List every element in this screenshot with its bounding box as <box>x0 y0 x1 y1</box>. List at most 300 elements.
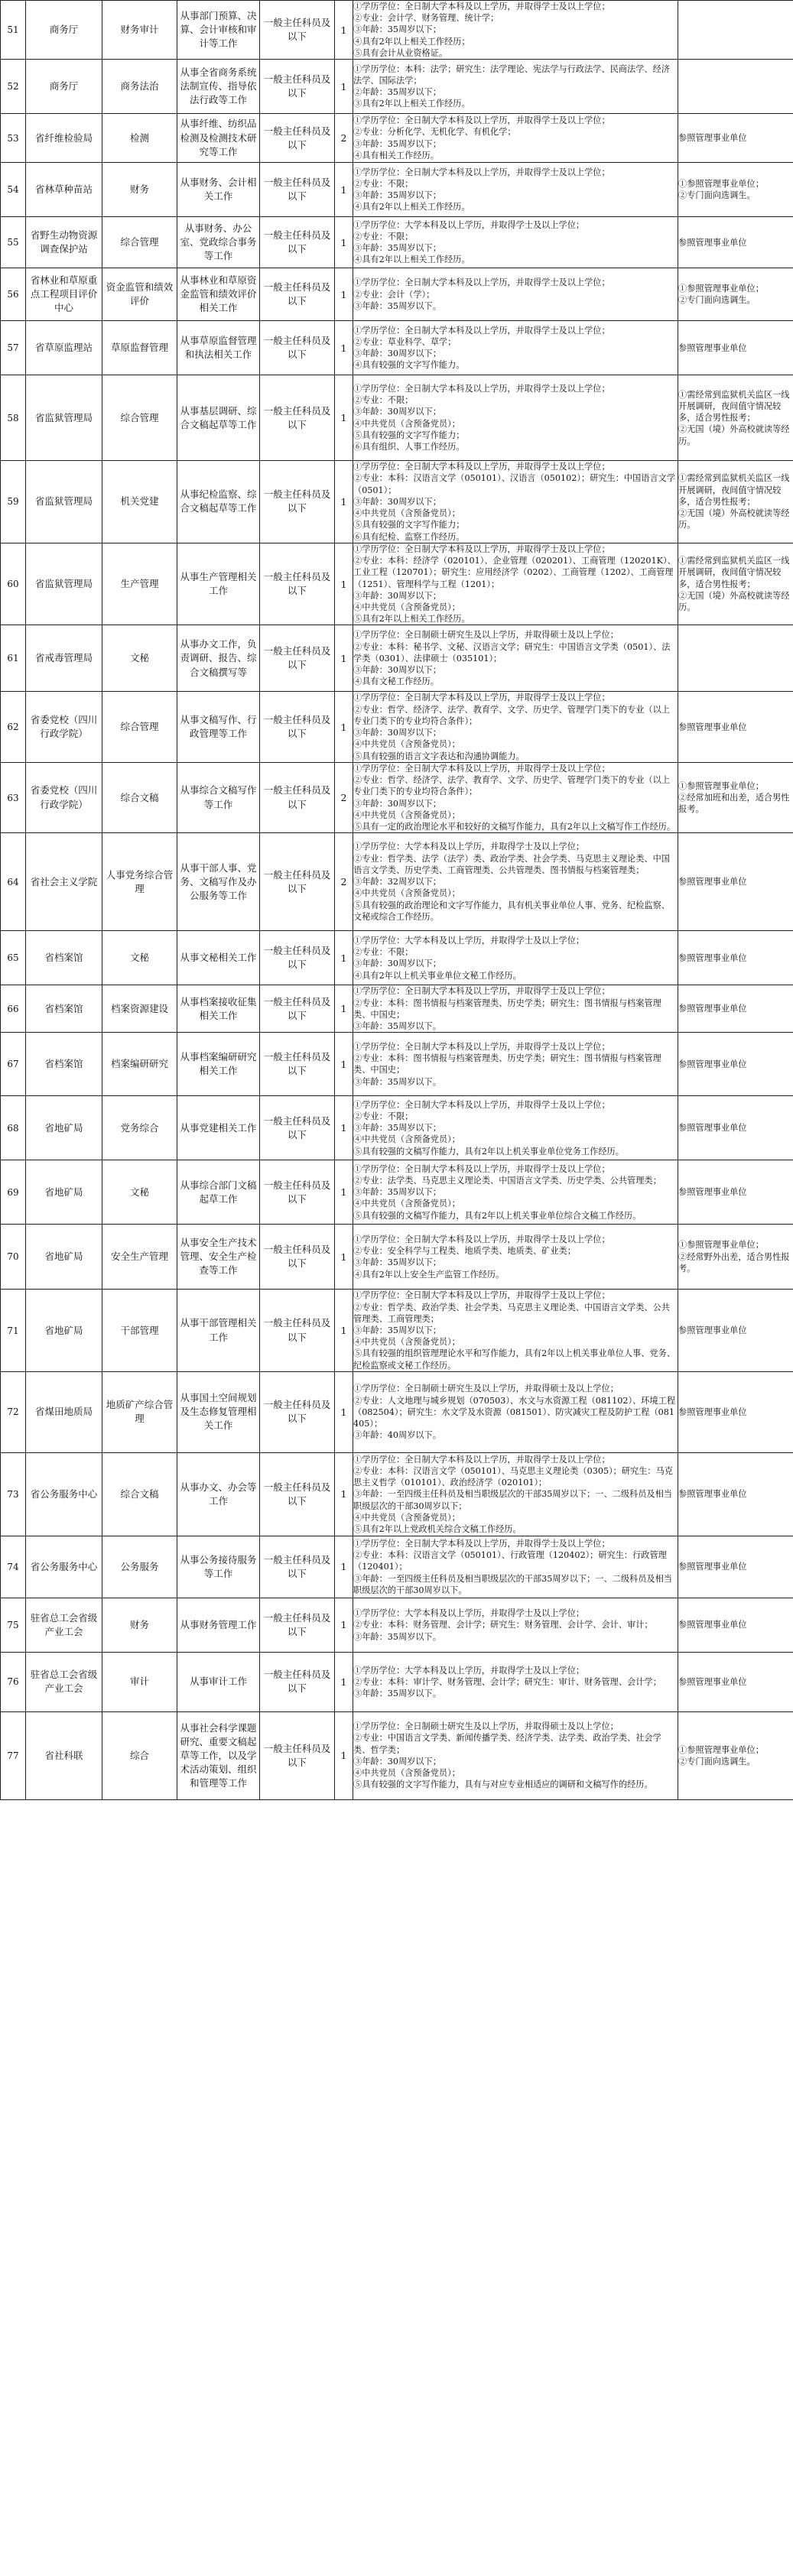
requirement-line: ②专业：不限； <box>353 178 414 189</box>
requirement-line: ④中共党员（含预备党员）； <box>353 602 460 612</box>
row-number-cell: 57 <box>1 321 26 375</box>
employer-unit-cell: 省林业和草原重点工程项目评价中心 <box>26 268 102 321</box>
employer-unit-cell: 省监狱管理局 <box>26 543 102 625</box>
recruit-count-cell: 1 <box>335 1160 353 1225</box>
requirement-line: ②专业：人文地理与城乡规划（070503）、水文与水资源工程（081102）、环境工程（082504）；研究生：水文学及水资源（081501）、防灾减灾工程及防护工程（081405）； <box>353 1395 676 1429</box>
employer-unit-cell: 省地矿局 <box>26 1096 102 1160</box>
position-name-cell: 财务 <box>102 163 177 217</box>
recruit-count-cell: 1 <box>335 1536 353 1598</box>
employer-unit-cell: 省委党校（四川行政学院） <box>26 692 102 762</box>
requirement-line: ③年龄：30周岁以下； <box>353 728 441 738</box>
requirement-line: ⑤具有会计从业资格证。 <box>353 47 448 58</box>
position-name-cell: 党务综合 <box>102 1096 177 1160</box>
remarks-cell <box>678 1598 793 1652</box>
job-level-cell: 一般主任科员及以下 <box>260 1290 335 1372</box>
position-name-cell: 审计 <box>102 1652 177 1711</box>
recruit-count-cell: 1 <box>335 461 353 543</box>
requirement-line: ③年龄：一至四级主任科员及相当职级层次的干部35周岁以下；一、二级科员及相当职级层次的干部30周岁以下。 <box>353 1573 672 1595</box>
requirement-line: ②专业：本科：审计学、财务管理、会计学；研究生：审计、财务管理、会计学； <box>353 1676 661 1687</box>
row-number-cell: 62 <box>1 692 26 762</box>
remarks-cell <box>678 1225 793 1290</box>
row-number-cell: 68 <box>1 1096 26 1160</box>
job-level-cell: 一般主任科员及以下 <box>260 268 335 321</box>
requirement-line: ①学历学位：全日制大学本科及以上学历，并取得学士及以上学位； <box>353 1099 610 1110</box>
requirement-line: ④具有较强的文字写作能力。 <box>353 360 465 371</box>
requirement-line: ①学历学位：本科：法学；研究生：法学理论、宪法学与行政法学、民商法学、经济法学、国际法学； <box>353 63 670 86</box>
row-number-cell: 60 <box>1 543 26 625</box>
requirement-line: ⑤具有2年以上相关工作经历。 <box>353 614 470 625</box>
requirement-line: ②专业：不限； <box>353 231 414 242</box>
table-row <box>1 375 793 461</box>
requirements-cell <box>353 321 678 375</box>
requirement-line: ①学历学位：全日制大学本科及以上学历，并取得学士及以上学位； <box>353 1538 610 1549</box>
requirement-line: ②专业：不限； <box>353 947 414 958</box>
requirement-line: ①学历学位：大学本科及以上学历，并取得学士及以上学位； <box>353 219 585 230</box>
job-level-cell: 一般主任科员及以下 <box>260 60 335 114</box>
position-name-cell: 财务 <box>102 1598 177 1652</box>
requirement-line: ②专业：本科：秘书学、文秘、汉语言文学；研究生：中国语言文学类（0501）、法学类（0301）、法律硕士（035101）； <box>353 641 671 663</box>
requirement-line: ①学历学位：全日制大学本科及以上学历，并取得学士及以上学位； <box>353 763 610 774</box>
remark-line: ②专门面向选调生。 <box>678 190 756 201</box>
job-level-cell: 一般主任科员及以下 <box>260 1160 335 1225</box>
job-duty-cell: 从事林业和草原资金监管和绩效评价相关工作 <box>177 268 260 321</box>
remarks-cell <box>678 762 793 832</box>
remarks-cell <box>678 1711 793 1799</box>
job-duty-cell: 从事审计工作 <box>177 1652 260 1711</box>
requirement-line: ①学历学位：全日制大学本科及以上学历，并取得学士及以上学位； <box>353 693 610 703</box>
remark-line: ①需经常到监狱机关监区一线开展调研，夜间值守情况较多，适合男性报考； <box>678 389 790 423</box>
remarks-cell <box>678 1290 793 1372</box>
table-row <box>1 985 793 1033</box>
remark-line: 参照管理事业单位 <box>678 342 747 353</box>
table-row <box>1 692 793 762</box>
job-level-cell: 一般主任科员及以下 <box>260 217 335 268</box>
requirement-line: ②专业：会计（学）； <box>353 289 435 300</box>
requirement-line: ①学历学位：大学本科及以上学历，并取得学士及以上学位； <box>353 935 585 946</box>
job-level-cell: 一般主任科员及以下 <box>260 1536 335 1598</box>
row-number-cell: 56 <box>1 268 26 321</box>
row-number-cell: 74 <box>1 1536 26 1598</box>
requirement-line: ②专业：法学类、马克思主义理论类、中国语言文学类、历史学类、公共管理类； <box>353 1175 661 1186</box>
employer-unit-cell: 省地矿局 <box>26 1225 102 1290</box>
table-row <box>1 1536 793 1598</box>
position-name-cell: 公务服务 <box>102 1536 177 1598</box>
requirements-cell <box>353 1 678 60</box>
position-name-cell: 商务法治 <box>102 60 177 114</box>
requirements-cell <box>353 163 678 217</box>
position-name-cell: 文秘 <box>102 931 177 985</box>
requirements-cell <box>353 692 678 762</box>
table-row <box>1 1096 793 1160</box>
job-level-cell: 一般主任科员及以下 <box>260 375 335 461</box>
remark-line: 参照管理事业单位 <box>678 237 747 248</box>
requirement-line: ④中共党员（含预备党员）； <box>353 739 460 750</box>
row-number-cell: 71 <box>1 1290 26 1372</box>
position-name-cell: 综合管理 <box>102 375 177 461</box>
job-duty-cell: 从事档案接收征集相关工作 <box>177 985 260 1033</box>
remarks-cell <box>678 543 793 625</box>
job-duty-cell: 从事干部管理相关工作 <box>177 1290 260 1372</box>
requirement-line: ②专业：中国语言文学类、新闻传播学类、经济学类、法学类、政治学类、社会学类、哲学类； <box>353 1733 661 1755</box>
remark-line: 参照管理事业单位 <box>678 1562 747 1572</box>
recruit-count-cell: 1 <box>335 1 353 60</box>
requirement-line: ①学历学位：全日制大学本科及以上学历，并取得学士及以上学位； <box>353 1290 610 1301</box>
job-level-cell: 一般主任科员及以下 <box>260 114 335 163</box>
recruit-count-cell: 1 <box>335 1033 353 1096</box>
row-number-cell: 70 <box>1 1225 26 1290</box>
remark-line: 参照管理事业单位 <box>678 1489 747 1500</box>
requirement-line: ①学历学位：全日制大学本科及以上学历，并取得学士及以上学位； <box>353 277 610 288</box>
table-row <box>1 1225 793 1290</box>
requirements-cell <box>353 1033 678 1096</box>
recruit-count-cell: 1 <box>335 1452 353 1536</box>
table-row <box>1 1033 793 1096</box>
recruit-count-cell: 1 <box>335 1598 353 1652</box>
job-duty-cell: 从事全省商务系统法制宣传、指导依法行政等工作 <box>177 60 260 114</box>
job-level-cell: 一般主任科员及以下 <box>260 1598 335 1652</box>
requirement-line: ⑥具有组织、人事工作经历。 <box>353 442 465 453</box>
job-duty-cell: 从事社会科学课题研究、重要文稿起草等工作，以及学术活动策划、组织和管理等工作 <box>177 1711 260 1799</box>
recruit-count-cell: 1 <box>335 1225 353 1290</box>
requirement-line: ②专业：会计学、财务管理、统计学； <box>353 13 499 24</box>
job-duty-cell: 从事财务、会计相关工作 <box>177 163 260 217</box>
table-row <box>1 1711 793 1799</box>
position-name-cell: 文秘 <box>102 1160 177 1225</box>
table-row <box>1 1452 793 1536</box>
employer-unit-cell: 驻省总工会省级产业工会 <box>26 1598 102 1652</box>
recruit-count-cell: 1 <box>335 268 353 321</box>
recruit-count-cell: 1 <box>335 1290 353 1372</box>
position-name-cell: 综合文稿 <box>102 1452 177 1536</box>
recruit-count-cell: 2 <box>335 833 353 931</box>
requirement-line: ⑤具有较强的文字写作能力，具有与对应专业相适应的调研和文稿写作的经历。 <box>353 1780 653 1790</box>
row-number-cell: 53 <box>1 114 26 163</box>
job-level-cell: 一般主任科员及以下 <box>260 1452 335 1536</box>
job-level-cell: 一般主任科员及以下 <box>260 1033 335 1096</box>
remarks-cell <box>678 114 793 163</box>
requirement-line: ④中共党员（含预备党员）； <box>353 1768 460 1779</box>
job-duty-cell: 从事干部人事、党务、文稿写作及办公服务等工作 <box>177 833 260 931</box>
requirement-line: ④中共党员（含预备党员）； <box>353 809 460 820</box>
requirement-line: ①学历学位：大学本科及以上学历，并取得学士及以上学位； <box>353 1608 585 1619</box>
requirement-line: ①学历学位：大学本科及以上学历，并取得学士及以上学位； <box>353 1665 585 1676</box>
job-level-cell: 一般主任科员及以下 <box>260 985 335 1033</box>
requirement-line: ②专业：安全科学与工程类、地质学类、地质类、矿业类； <box>353 1246 576 1257</box>
job-duty-cell: 从事基层调研、综合文稿起草等工作 <box>177 375 260 461</box>
employer-unit-cell: 省地矿局 <box>26 1290 102 1372</box>
job-duty-cell: 从事生产管理相关工作 <box>177 543 260 625</box>
requirement-line: ②年龄：35周岁以下； <box>353 87 441 98</box>
position-name-cell: 安全生产管理 <box>102 1225 177 1290</box>
recruit-count-cell: 1 <box>335 1371 353 1452</box>
remark-line: ②无国（境）外高校就读等经历。 <box>678 590 790 612</box>
requirement-line: ③年龄：30周岁以下； <box>353 349 441 359</box>
remark-line: ①参照管理事业单位； <box>678 283 764 294</box>
requirements-cell <box>353 375 678 461</box>
position-name-cell: 综合管理 <box>102 217 177 268</box>
employer-unit-cell: 省监狱管理局 <box>26 375 102 461</box>
requirement-line: ①学历学位：全日制硕士研究生及以上学历，并取得硕士及以上学位； <box>353 630 619 641</box>
requirement-line: ⑤具有较强的文稿写作能力，具有2年以上机关事业单位综合文稿工作经历。 <box>353 1210 642 1221</box>
requirement-line: ①学历学位：全日制大学本科及以上学历，并取得学士及以上学位； <box>353 167 610 177</box>
requirement-line: ④具有文秘工作经历。 <box>353 676 439 687</box>
job-level-cell: 一般主任科员及以下 <box>260 1711 335 1799</box>
requirement-line: ⑤具有较强的语言文字表达和沟通协调能力。 <box>353 751 525 761</box>
position-name-cell: 档案编研研究 <box>102 1033 177 1096</box>
requirement-line: ③年龄：35周岁以下； <box>353 138 441 149</box>
remark-line: ①参照管理事业单位； <box>678 178 764 189</box>
position-name-cell: 综合管理 <box>102 692 177 762</box>
requirement-line: ③年龄：35周岁以下。 <box>353 300 441 311</box>
requirement-line: ①学历学位：全日制大学本科及以上学历，并取得学士及以上学位； <box>353 1454 610 1465</box>
requirement-line: ①学历学位：全日制大学本科及以上学历，并取得学士及以上学位； <box>353 986 610 997</box>
table-row <box>1 163 793 217</box>
employer-unit-cell: 驻省总工会省级产业工会 <box>26 1652 102 1711</box>
recruit-count-cell: 1 <box>335 375 353 461</box>
requirement-line: ③年龄：35周岁以下； <box>353 1257 441 1268</box>
employer-unit-cell: 省草原监理站 <box>26 321 102 375</box>
position-name-cell: 生产管理 <box>102 543 177 625</box>
job-level-cell: 一般主任科员及以下 <box>260 1 335 60</box>
remark-line: ①参照管理事业单位； <box>678 780 764 791</box>
job-level-cell: 一般主任科员及以下 <box>260 543 335 625</box>
recruit-count-cell: 1 <box>335 163 353 217</box>
recruit-count-cell: 1 <box>335 931 353 985</box>
requirement-line: ⑤具有较强的文稿写作能力，具有2年以上机关事业单位党务工作经历。 <box>353 1146 624 1157</box>
requirement-line: ③年龄：35周岁以下； <box>353 1187 441 1198</box>
remarks-cell <box>678 1452 793 1536</box>
employer-unit-cell: 省委党校（四川行政学院） <box>26 762 102 832</box>
requirement-line: ①学历学位：全日制大学本科及以上学历，并取得学士及以上学位； <box>353 325 610 336</box>
remarks-cell <box>678 625 793 692</box>
job-level-cell: 一般主任科员及以下 <box>260 762 335 832</box>
employer-unit-cell: 省档案馆 <box>26 985 102 1033</box>
recruit-count-cell: 1 <box>335 217 353 268</box>
requirement-line: ①学历学位：全日制大学本科及以上学历，并取得学士及以上学位； <box>353 2 610 11</box>
remark-line: 参照管理事业单位 <box>678 1325 747 1335</box>
requirement-line: ③年龄：30周岁以下； <box>353 798 441 809</box>
requirement-line: ⑤具有较强的政治理论和文字写作能力，具有机关事业单位人事、党务、纪检监察、文秘或综合工作经历。 <box>353 900 670 922</box>
requirement-line: ③年龄：35周岁以下。 <box>353 1021 441 1031</box>
table-row <box>1 1371 793 1452</box>
remarks-cell <box>678 931 793 985</box>
employer-unit-cell: 商务厅 <box>26 60 102 114</box>
job-duty-cell: 从事办文、办会等工作 <box>177 1452 260 1536</box>
recruit-count-cell: 1 <box>335 321 353 375</box>
job-duty-cell: 从事党建相关工作 <box>177 1096 260 1160</box>
table-row <box>1 321 793 375</box>
requirement-line: ③年龄：35周岁以下； <box>353 190 441 201</box>
requirement-line: ①学历学位：全日制大学本科及以上学历，并取得学士及以上学位； <box>353 1041 610 1052</box>
requirement-line: ①学历学位：全日制大学本科及以上学历，并取得学士及以上学位； <box>353 1163 610 1174</box>
requirement-line: ③年龄：30周岁以下； <box>353 407 441 417</box>
requirements-cell <box>353 1290 678 1372</box>
row-number-cell: 61 <box>1 625 26 692</box>
row-number-cell: 75 <box>1 1598 26 1652</box>
requirements-cell <box>353 1371 678 1452</box>
table-row <box>1 1598 793 1652</box>
recruit-count-cell: 1 <box>335 985 353 1033</box>
job-level-cell: 一般主任科员及以下 <box>260 931 335 985</box>
remarks-cell <box>678 1160 793 1225</box>
job-duty-cell: 从事财务管理工作 <box>177 1598 260 1652</box>
requirement-line: ⑤具有较强的文字写作能力； <box>353 520 465 530</box>
job-duty-cell: 从事办文工作，负责调研、报告、综合文稿撰写等 <box>177 625 260 692</box>
requirements-cell <box>353 1652 678 1711</box>
requirement-line: ①学历学位：全日制硕士研究生及以上学历，并取得硕士及以上学位； <box>353 1384 619 1394</box>
row-number-cell: 77 <box>1 1711 26 1799</box>
recruit-count-cell: 1 <box>335 692 353 762</box>
table-row <box>1 1160 793 1225</box>
remarks-cell <box>678 1536 793 1598</box>
requirement-line: ③年龄：35周岁以下。 <box>353 1689 441 1699</box>
requirement-line: ①学历学位：大学本科及以上学历，并取得学士及以上学位； <box>353 842 585 852</box>
recruit-count-cell: 1 <box>335 625 353 692</box>
requirement-line: ③年龄：35周岁以下。 <box>353 1076 441 1087</box>
job-duty-cell: 从事综合部门文稿起草工作 <box>177 1160 260 1225</box>
employer-unit-cell: 省公务服务中心 <box>26 1452 102 1536</box>
remarks-cell <box>678 1096 793 1160</box>
requirement-line: ②专业：哲学、经济学、法学、教育学、文学、历史学、管理学门类下的专业（以上专业门类下的专业均符合条件）； <box>353 775 670 797</box>
requirement-line: ②专业：不限； <box>353 395 414 406</box>
requirement-line: ③年龄：40周岁以下。 <box>353 1430 441 1441</box>
requirement-line: ①学历学位：全日制硕士研究生及以上学历，并取得硕士及以上学位； <box>353 1721 619 1732</box>
requirement-line: ④中共党员（含预备党员）； <box>353 1512 460 1523</box>
requirement-line: ②专业：本科：汉语言文学（050101）、马克思主义理论类（0305）；研究生：马克思主义哲学（010101）、政治经济学（020101）； <box>353 1465 673 1488</box>
requirement-line: ④中共党员（含预备党员）； <box>353 888 460 899</box>
remarks-cell <box>678 268 793 321</box>
remarks-cell <box>678 60 793 114</box>
requirement-line: ②专业：分析化学、无机化学、有机化学； <box>353 127 516 138</box>
requirement-line: ⑤具有较强的文字写作能力； <box>353 430 465 440</box>
row-number-cell: 73 <box>1 1452 26 1536</box>
requirement-line: ③年龄：30周岁以下； <box>353 665 441 676</box>
position-name-cell: 文秘 <box>102 625 177 692</box>
requirements-cell <box>353 625 678 692</box>
requirements-cell <box>353 268 678 321</box>
remark-line: ②专门面向选调生。 <box>678 1756 756 1767</box>
requirement-line: ①学历学位：全日制大学本科及以上学历，并取得学士及以上学位； <box>353 115 610 126</box>
remarks-cell <box>678 321 793 375</box>
recruit-count-cell: 1 <box>335 1711 353 1799</box>
position-name-cell: 机关党建 <box>102 461 177 543</box>
requirements-cell <box>353 543 678 625</box>
requirement-line: ①学历学位：全日制大学本科及以上学历，并取得学士及以上学位； <box>353 1234 610 1244</box>
job-duty-cell: 从事国土空间规划及生态修复管理相关工作 <box>177 1371 260 1452</box>
requirement-line: ④具有2年以上相关工作经历； <box>353 36 470 47</box>
position-name-cell: 检测 <box>102 114 177 163</box>
remarks-cell <box>678 1 793 60</box>
requirement-line: ②专业：本科：经济学（020101）、企业管理（020201）、工商管理（120201K）、工业工程（120701）；研究生：应用经济学（0202）、工商管理（1202）、工商管理（1251）、管理科学与工程（1201）； <box>353 556 676 589</box>
position-name-cell: 财务审计 <box>102 1 177 60</box>
requirement-line: ④中共党员（含预备党员）； <box>353 1199 460 1209</box>
row-number-cell: 52 <box>1 60 26 114</box>
job-duty-cell: 从事档案编研研究相关工作 <box>177 1033 260 1096</box>
requirement-line: ⑥具有纪检、监察工作经历。 <box>353 531 465 542</box>
employer-unit-cell: 省煤田地质局 <box>26 1371 102 1452</box>
table-row <box>1 60 793 114</box>
remarks-cell <box>678 692 793 762</box>
position-name-cell: 档案资源建设 <box>102 985 177 1033</box>
job-duty-cell: 从事公务接待服务等工作 <box>177 1536 260 1598</box>
row-number-cell: 76 <box>1 1652 26 1711</box>
requirement-line: ②专业：本科：汉语言文学（050101）、汉语言（050102）；研究生：中国语言文学（0501）； <box>353 473 676 495</box>
requirement-line: ①学历学位：全日制大学本科及以上学历，并取得学士及以上学位； <box>353 383 610 394</box>
requirements-cell <box>353 985 678 1033</box>
position-name-cell: 干部管理 <box>102 1290 177 1372</box>
requirement-line: ⑤具有较强的组织管理理论水平和写作能力，具有2年以上机关事业单位人事、党务、纪检监察或文秘工作经历。 <box>353 1348 676 1371</box>
row-number-cell: 55 <box>1 217 26 268</box>
employer-unit-cell: 省档案馆 <box>26 1033 102 1096</box>
requirement-line: ③年龄：30周岁以下； <box>353 1756 441 1767</box>
row-number-cell: 51 <box>1 1 26 60</box>
remark-line: ①需经常到监狱机关监区一线开展调研，夜间值守情况较多，适合男性报考； <box>678 556 790 589</box>
requirement-line: ②专业：草业科学、草学； <box>353 336 457 347</box>
remark-line: 参照管理事业单位 <box>678 952 747 963</box>
requirements-cell <box>353 1160 678 1225</box>
requirement-line: ④中共党员（含预备党员）； <box>353 1337 460 1348</box>
remark-line: ②经常野外出差，适合男性报考。 <box>678 1251 790 1273</box>
row-number-cell: 64 <box>1 833 26 931</box>
recruit-count-cell: 2 <box>335 114 353 163</box>
position-name-cell: 地质矿产综合管理 <box>102 1371 177 1452</box>
employer-unit-cell: 省社科联 <box>26 1711 102 1799</box>
requirement-line: ③年龄：30周岁以下； <box>353 959 441 969</box>
job-level-cell: 一般主任科员及以下 <box>260 1096 335 1160</box>
job-duty-cell: 从事部门预算、决算、会计审核和审计等工作 <box>177 1 260 60</box>
remark-line: 参照管理事业单位 <box>678 133 747 144</box>
remark-line: ②经常加班和出差，适合男性报考。 <box>678 792 790 815</box>
remark-line: 参照管理事业单位 <box>678 877 747 887</box>
requirement-line: ⑤具有2年以上党政机关综合文稿工作经历。 <box>353 1523 522 1534</box>
table-body <box>1 1 793 1800</box>
recruit-count-cell: 2 <box>335 762 353 832</box>
position-name-cell: 人事党务综合管理 <box>102 833 177 931</box>
remarks-cell <box>678 163 793 217</box>
requirement-line: ④中共党员（含预备党员）； <box>353 1134 460 1145</box>
remarks-cell <box>678 1371 793 1452</box>
requirement-line: ④具有相关工作经历。 <box>353 150 439 161</box>
requirement-line: ④具有2年以上安全生产监管工作经历。 <box>353 1269 505 1280</box>
table-row <box>1 762 793 832</box>
table-row <box>1 268 793 321</box>
requirements-cell <box>353 1711 678 1799</box>
employer-unit-cell: 省纤维检验局 <box>26 114 102 163</box>
table-row <box>1 114 793 163</box>
job-level-cell: 一般主任科员及以下 <box>260 692 335 762</box>
requirements-cell <box>353 1452 678 1536</box>
row-number-cell: 67 <box>1 1033 26 1096</box>
row-number-cell: 66 <box>1 985 26 1033</box>
employer-unit-cell: 省公务服务中心 <box>26 1536 102 1598</box>
table-row <box>1 1290 793 1372</box>
job-duty-cell: 从事纪检监察、综合文稿起草等工作 <box>177 461 260 543</box>
table-row <box>1 1652 793 1711</box>
requirement-line: ④具有2年以上相关工作经历。 <box>353 255 470 265</box>
requirement-line: ②专业：哲学、经济学、法学、教育学、文学、历史学、管理学门类下的专业（以上专业门类下的专业均符合条件）； <box>353 704 670 726</box>
job-duty-cell: 从事文稿写作、行政管理等工作 <box>177 692 260 762</box>
table-row <box>1 217 793 268</box>
employer-unit-cell: 商务厅 <box>26 1 102 60</box>
job-level-cell: 一般主任科员及以下 <box>260 163 335 217</box>
requirements-cell <box>353 1096 678 1160</box>
table-row <box>1 833 793 931</box>
remark-line: ①参照管理事业单位； <box>678 1240 764 1251</box>
requirement-line: ③具有2年以上相关工作经历。 <box>353 99 470 109</box>
job-duty-cell: 从事纤维、纺织品检测及检测技术研究等工作 <box>177 114 260 163</box>
employer-unit-cell: 省社会主义学院 <box>26 833 102 931</box>
requirements-cell <box>353 461 678 543</box>
